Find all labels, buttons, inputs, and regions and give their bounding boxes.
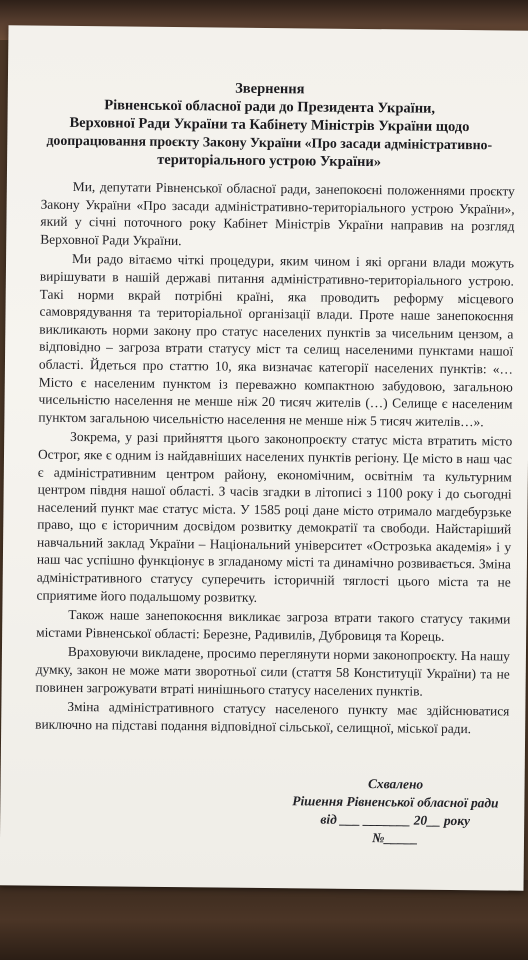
heading-line: доопрацювання проєкту Закону України «Про засади адміністративно- [46,132,493,153]
paragraph: Також наше занепокоєння викликає загроза втрати такого статусу такими містами Рівненської області: Березне, Радивилів, Дубровиця та Корець. [36,607,511,644]
heading-line: Рівненської обласної ради до Президента України, [104,97,436,117]
document-body [35,178,515,740]
document-heading [7,77,528,172]
approval-block [280,774,511,848]
heading-title: Звернення [235,80,305,98]
document-page [0,25,528,890]
approval-number: №_____ [372,830,418,846]
approval-label: Схвалено [367,776,424,792]
paragraph: Зміна адміністративного статусу населеного пункту має здійснюватися виключно на підставі подання відповідної сільської, селищної, міської ради. [35,699,510,736]
table-surface-bottom [0,880,528,960]
approval-decision: Рішення Рівненської обласної ради [292,793,499,811]
paragraph: Ми радо вітаємо чіткі процедури, яким чином і які органи влади можуть вирішувати в нашій державі питання адміністративно-територіального устрою. Такі норми вкрай потрібні країні, яка проводить реформу місцевого самоврядування та територіальної організації влади. Проте наше занепокоєння викликають норми закону про статус населених пунктів за чисельним цензом, а відповідно – загроза втрати статусу міст та селищ населеними пунктами нашої області. Йдеться про статтю 10, яка визначає категорії населених пунктів: «… Місто є населеним пунктом із переважно компактною забудовою, загальною чисельністю населення не менше ніж 20 тисяч жителів (…) Селище є населеним пунктом загальною чисельністю населення не менше ніж 5 тисяч жителів…». [38,251,515,429]
paragraph: Враховуючи викладене, просимо переглянути норми законопроєкту. На нашу думку, закон не може мати зворотньої сили (стаття 58 Конституції України) та не повинен загрожувати втраті нинішнього статусу населених пунктів. [35,644,511,699]
heading-line: територіального устрою України» [157,151,382,171]
approval-date: від ___ _______ 20__ року [320,811,471,829]
paragraph: Ми, депутати Рівненської обласної ради, занепокоєні положеннями проєкту Закону України «Про засади адміністративно-територіального устрою України», який у січні поточного року Кабінет Міністрів України направив на розгляд Верховної Ради України. [40,178,515,248]
heading-line: Верховної Ради України та Кабінету Міністрів України щодо [69,114,470,136]
paragraph: Зокрема, у разі прийняття цього законопроєкту статус міста втратить місто Острог, яке є одним із найдавніших населених пунктів регіону. Це місто в наш час є адміністративним центром району, економічним, освітнім та культурним центром півдня нашої області. З часів згадки в літописі з 1100 року і до сьогодні населений пункт має статус міста. У 1585 році дане місто отримало магдебурзьке право, що є історичним досвідом розвитку демократії та свободи. Найстаріший навчальний заклад України – Національний університет «Острозька академія» і у наш час успішно функціонує в згладаному місті та динамічно розвивається. Зміна адміністративного статусу суперечить історичній тяглості цього міста та не сприятиме його подальшому розвитку. [36,429,513,605]
